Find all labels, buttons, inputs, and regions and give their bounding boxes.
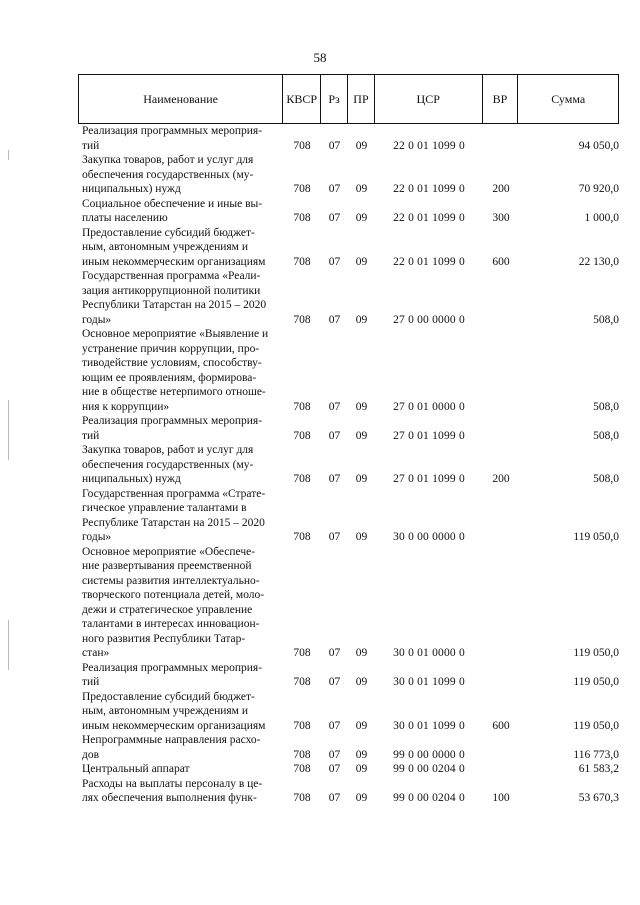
- header-vr: ВР: [483, 75, 519, 123]
- cell-name: Реализация программных мероприя- тий: [82, 661, 263, 688]
- cell-sum: 119 050,0: [573, 676, 619, 688]
- table-header: [78, 74, 619, 124]
- cell-rz: 07: [328, 531, 341, 543]
- cell-rz: 07: [328, 400, 341, 413]
- cell-kvsr: 708: [293, 792, 311, 804]
- cell-rz: 07: [328, 183, 341, 195]
- cell-csr: 99 0 00 0204 0: [393, 792, 465, 804]
- cell-kvsr: 708: [293, 183, 311, 195]
- cell-sum: 119 050,0: [573, 647, 619, 659]
- cell-pr: 09: [355, 676, 368, 688]
- cell-sum: 70 920,0: [578, 183, 619, 195]
- cell-vr: 200: [492, 473, 510, 485]
- table-row: [78, 690, 619, 734]
- cell-csr: 27 0 01 1099 0: [393, 473, 465, 485]
- scan-edge-mark: [8, 150, 9, 160]
- cell-csr: 27 0 01 1099 0: [393, 429, 465, 442]
- cell-name: Государственная программа «Реали- зация антикоррупционной политики Республики Татарстан на 2015 – 2020 годы»: [82, 270, 267, 326]
- cell-sum: 119 050,0: [573, 719, 619, 732]
- cell-name: Центральный аппарат: [82, 763, 190, 775]
- cell-name: Предоставление субсидий бюджет- ным, автономным учреждениям и иным некоммерческим организациям: [82, 690, 266, 732]
- cell-kvsr: 708: [293, 429, 311, 442]
- cell-name: Закупка товаров, работ и услуг для обеспечения государственных (му- ниципальных) нужд: [82, 154, 254, 195]
- cell-pr: 09: [355, 429, 368, 442]
- cell-name: Предоставление субсидий бюджет- ным, автономным учреждениям и иным некоммерческим организациям: [82, 226, 266, 268]
- cell-sum: 94 050,0: [578, 139, 619, 152]
- table-row: [78, 661, 619, 690]
- cell-rz: 07: [328, 647, 341, 659]
- table-row: [78, 487, 619, 545]
- table-row: [78, 545, 619, 661]
- cell-kvsr: 708: [293, 719, 311, 732]
- table-row: [78, 124, 619, 153]
- cell-sum: 22 130,0: [578, 255, 619, 268]
- header-csr: ЦСР: [375, 75, 483, 123]
- cell-pr: 09: [355, 255, 368, 268]
- cell-rz: 07: [328, 255, 341, 268]
- cell-sum: 61 583,2: [578, 763, 619, 775]
- table-row: [78, 269, 619, 327]
- cell-kvsr: 708: [293, 647, 311, 659]
- table-row: [78, 777, 619, 806]
- cell-sum: 508,0: [593, 400, 619, 413]
- cell-csr: 22 0 01 1099 0: [393, 255, 465, 268]
- cell-name: Расходы на выплаты персоналу в це- лях обеспечения выполнения функ-: [82, 777, 263, 804]
- cell-csr: 30 0 01 1099 0: [393, 719, 465, 732]
- cell-kvsr: 708: [293, 676, 311, 688]
- cell-rz: 07: [328, 429, 341, 442]
- cell-kvsr: 708: [293, 313, 311, 326]
- cell-csr: 30 0 00 0000 0: [393, 531, 465, 543]
- cell-rz: 07: [328, 763, 341, 775]
- page-number: 58: [313, 50, 327, 65]
- cell-vr: 600: [492, 255, 510, 268]
- cell-vr: 300: [492, 212, 510, 224]
- cell-rz: 07: [328, 719, 341, 732]
- cell-rz: 07: [328, 676, 341, 688]
- cell-sum: 119 050,0: [573, 531, 619, 543]
- table-row: [78, 327, 619, 414]
- header-sum: Сумма: [551, 91, 586, 106]
- cell-name: Основное мероприятие «Выявление и устранение причин коррупции, про- тиводействие условиям, способству- ющим ее проявлениям, формирова- ние в обществе нетерпимого отноше- ния к коррупции»: [82, 328, 269, 413]
- scan-edge-mark: [8, 620, 9, 670]
- cell-vr: 600: [492, 719, 510, 732]
- table-row: [78, 733, 619, 762]
- cell-pr: 09: [355, 531, 368, 543]
- cell-rz: 07: [328, 313, 341, 326]
- cell-name: Реализация программных мероприя- тий: [82, 125, 263, 152]
- cell-pr: 09: [355, 139, 368, 152]
- cell-sum: 508,0: [593, 473, 619, 485]
- cell-csr: 30 0 01 1099 0: [393, 676, 465, 688]
- cell-csr: 22 0 01 1099 0: [393, 139, 465, 152]
- scan-edge-mark: [8, 400, 9, 460]
- header-name: Наименование: [79, 75, 283, 123]
- cell-name: Основное мероприятие «Обеспече- ние развертывания преемственной системы развития интеллектуально- творческого потенциала детей, моло- дежи и стратегическое управление талантами в интересах инновацион- ного развития Республики Татар- стан»: [82, 545, 265, 659]
- cell-csr: 22 0 01 1099 0: [393, 212, 465, 224]
- cell-pr: 09: [355, 400, 368, 413]
- cell-name: Реализация программных мероприя- тий: [82, 415, 263, 442]
- cell-name: Государственная программа «Страте- гическое управление талантами в Республике Татарстан на 2015 – 2020 годы»: [82, 487, 266, 543]
- cell-kvsr: 708: [293, 400, 311, 413]
- cell-pr: 09: [355, 473, 368, 485]
- cell-pr: 09: [355, 313, 368, 326]
- cell-pr: 09: [355, 183, 368, 195]
- cell-csr: 22 0 01 1099 0: [393, 183, 465, 195]
- cell-rz: 07: [328, 748, 341, 761]
- cell-pr: 09: [355, 212, 368, 224]
- cell-csr: 99 0 00 0204 0: [393, 763, 465, 775]
- cell-pr: 09: [355, 763, 368, 775]
- cell-kvsr: 708: [293, 139, 311, 152]
- cell-pr: 09: [355, 748, 368, 761]
- cell-sum: 1 000,0: [584, 212, 619, 224]
- header-kvsr: КВСР: [283, 75, 321, 123]
- cell-pr: 09: [355, 792, 368, 804]
- cell-kvsr: 708: [293, 473, 311, 485]
- cell-name: Непрограммные направления расхо- дов: [82, 734, 261, 761]
- cell-kvsr: 708: [293, 212, 311, 224]
- cell-sum: 508,0: [593, 429, 619, 442]
- header-rz: Рз: [321, 75, 348, 123]
- cell-vr: 200: [492, 183, 510, 195]
- cell-name: Закупка товаров, работ и услуг для обеспечения государственных (му- ниципальных) нужд: [82, 444, 254, 485]
- cell-csr: 27 0 01 0000 0: [393, 400, 465, 413]
- table-row: [78, 762, 619, 777]
- table-row: [78, 197, 619, 226]
- cell-csr: 30 0 01 0000 0: [393, 647, 465, 659]
- header-pr: ПР: [348, 75, 375, 123]
- cell-rz: 07: [328, 792, 341, 804]
- cell-rz: 07: [328, 473, 341, 485]
- table-row: [78, 443, 619, 487]
- cell-csr: 99 0 00 0000 0: [393, 748, 465, 761]
- table-body: [78, 124, 619, 806]
- cell-kvsr: 708: [293, 763, 311, 775]
- cell-pr: 09: [355, 719, 368, 732]
- cell-pr: 09: [355, 647, 368, 659]
- cell-kvsr: 708: [293, 531, 311, 543]
- cell-vr: 100: [492, 792, 510, 804]
- table-row: [78, 153, 619, 197]
- cell-rz: 07: [328, 139, 341, 152]
- table-row: [78, 414, 619, 443]
- cell-rz: 07: [328, 212, 341, 224]
- budget-table: [78, 74, 619, 806]
- cell-sum: 53 670,3: [578, 792, 619, 804]
- cell-kvsr: 708: [293, 748, 311, 761]
- table-row: [78, 226, 619, 270]
- cell-name: Социальное обеспечение и иные вы- платы населению: [82, 197, 263, 224]
- cell-sum: 116 773,0: [573, 748, 619, 761]
- cell-kvsr: 708: [293, 255, 311, 268]
- cell-sum: 508,0: [593, 313, 619, 326]
- cell-csr: 27 0 00 0000 0: [393, 313, 465, 326]
